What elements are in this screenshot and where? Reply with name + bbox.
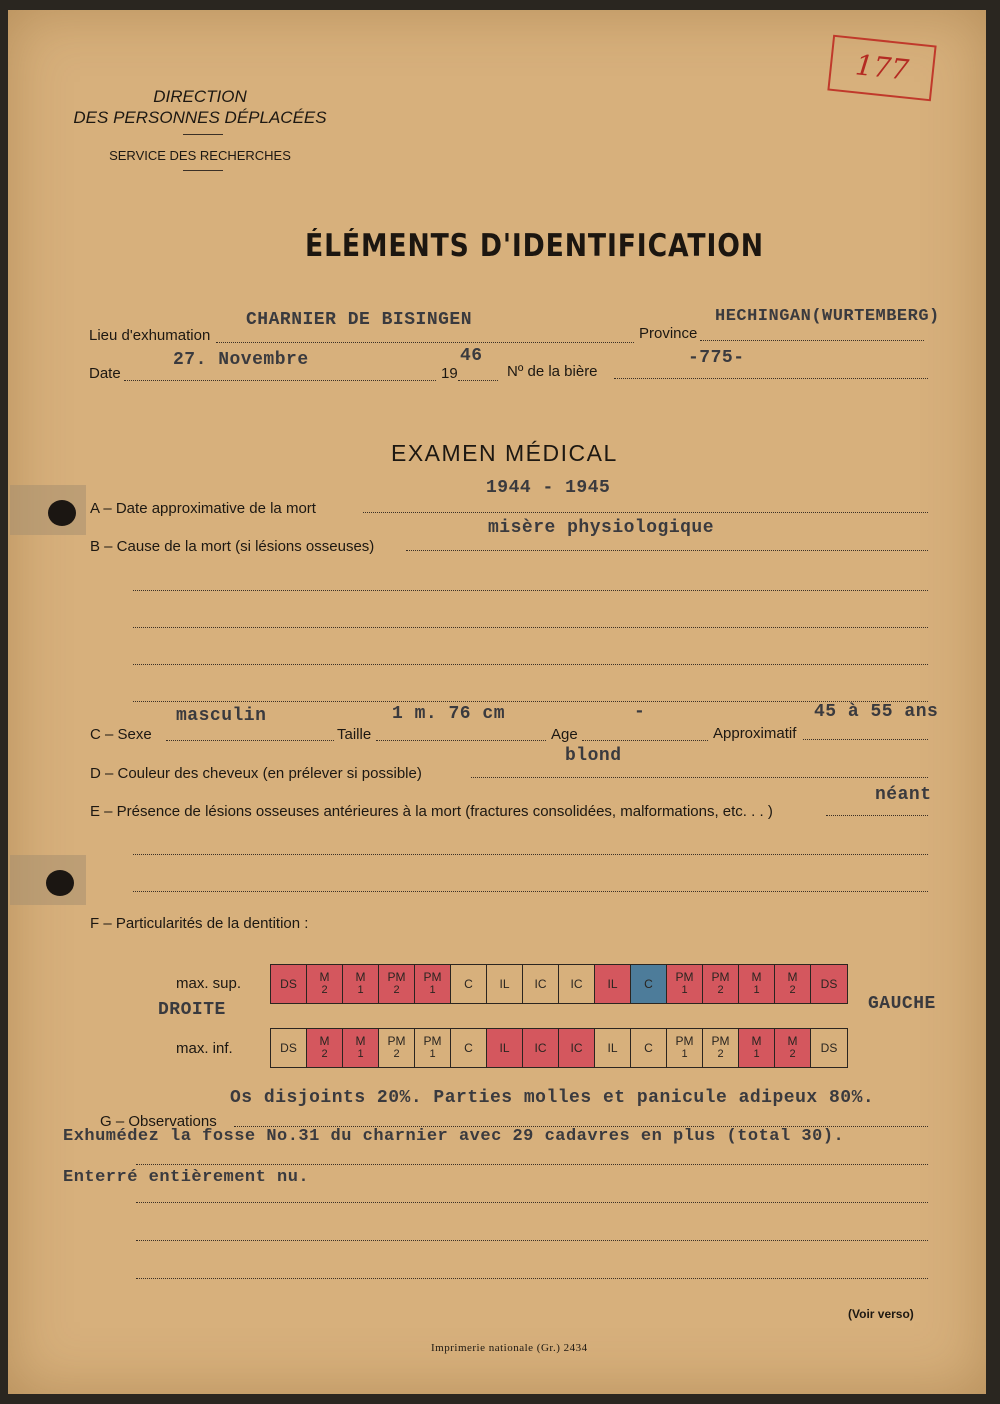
sexe-line [166,740,334,741]
blank-line-5 [133,854,928,855]
item-b-line [406,550,928,551]
tooth-code: IC [534,1040,547,1055]
observations-line-3 [136,1202,928,1203]
side-droite: DROITE [158,1000,226,1020]
observations-label: G – Observations [100,1113,217,1130]
punch-hole-bottom [46,870,74,896]
tooth-lower-6 [487,1029,523,1067]
taille-label: Taille [337,726,372,743]
tooth-index: 2 [321,984,328,996]
tooth-lower-7 [523,1029,559,1067]
tooth-upper-10 [631,965,667,1003]
dentition-note: Os disjoints 20%. Parties molles et panicule adipeux 80%. [230,1088,875,1108]
tooth-index: 1 [681,984,688,996]
dental-chart-upper [270,964,848,1004]
tooth-code: C [464,976,473,991]
tooth-code: C [464,1040,473,1055]
tooth-code: IC [534,976,547,991]
lieu-value: CHARNIER DE BISINGEN [246,310,473,330]
item-b-label: B – Cause de la mort (si lésions osseuses) [90,538,375,555]
observations-text-1: Exhumédez la fosse No.31 du charnier avec 29 cadavres en plus (total 30). [63,1127,845,1146]
voir-verso: (Voir verso) [848,1307,914,1321]
blank-line-1 [133,590,928,591]
tooth-code: IL [499,1040,510,1055]
tooth-upper-12 [703,965,739,1003]
year-line [458,380,498,381]
tooth-code: IL [607,1040,618,1055]
form-sheet [8,10,986,1394]
tooth-lower-15 [811,1029,847,1067]
item-a-value: 1944 - 1945 [486,478,611,498]
tooth-index: 2 [393,1048,400,1060]
tooth-lower-3 [379,1029,415,1067]
approx-line [803,739,928,740]
tooth-code: M [319,970,330,984]
item-d-value: blond [565,746,622,766]
tooth-lower-5 [451,1029,487,1067]
tooth-code: DS [820,976,838,991]
tooth-upper-14 [775,965,811,1003]
tooth-code: C [644,976,653,991]
exam-title: EXAMEN MÉDICAL [391,440,618,466]
tooth-lower-14 [775,1029,811,1067]
observations-line-2 [136,1164,928,1165]
tooth-lower-12 [703,1029,739,1067]
tooth-index: 2 [789,1048,796,1060]
printer-footer: Imprimerie nationale (Gr.) 2434 [431,1342,588,1354]
tooth-code: M [355,970,366,984]
tooth-lower-13 [739,1029,775,1067]
age-value: - [634,702,646,722]
tooth-code: PM [423,1034,442,1048]
tooth-upper-3 [379,965,415,1003]
province-line [700,340,924,341]
tooth-code: DS [280,1040,297,1055]
observations-line-4 [136,1240,928,1241]
tooth-code: PM [711,1034,730,1048]
tooth-code: PM [675,970,694,984]
tooth-code: M [751,970,762,984]
item-a-label: A – Date approximative de la mort [90,500,316,517]
age-label: Age [551,726,578,743]
date-line [124,380,436,381]
tooth-code: PM [387,970,406,984]
item-a-line [363,512,928,513]
tooth-index: 1 [357,1048,364,1060]
item-f-label: F – Particularités de la dentition : [90,915,309,932]
taille-value: 1 m. 76 cm [392,704,506,724]
tooth-lower-1 [307,1029,343,1067]
tooth-code: M [355,1034,366,1048]
blank-line-4 [133,701,928,702]
tooth-code: PM [711,970,730,984]
header-service: SERVICE DES RECHERCHES [109,148,291,163]
tooth-upper-0 [271,965,307,1003]
page-title: ÉLÉMENTS D'IDENTIFICATION [305,228,764,264]
tooth-code: C [644,1040,653,1055]
biere-line [614,378,928,379]
province-value: HECHINGAN(WURTEMBERG) [715,307,940,326]
province-label: Province [639,325,698,342]
tooth-index: 1 [357,984,364,996]
tooth-code: PM [675,1034,694,1048]
tooth-index: 1 [753,984,760,996]
side-gauche: GAUCHE [868,994,936,1014]
blank-line-2 [133,627,928,628]
tooth-upper-11 [667,965,703,1003]
year-prefix: 19 [441,365,458,382]
tooth-code: DS [280,976,297,991]
tooth-code: IL [607,976,618,991]
item-e-line [826,815,928,816]
item-d-line [471,777,928,778]
tooth-code: IC [570,976,583,991]
tooth-upper-13 [739,965,775,1003]
tooth-lower-9 [595,1029,631,1067]
observations-text-2: Enterré entièrement nu. [63,1168,310,1187]
tooth-upper-4 [415,965,451,1003]
biere-label: Nº de la bière [507,363,598,380]
tooth-lower-0 [271,1029,307,1067]
tooth-code: M [787,1034,798,1048]
tooth-index: 2 [321,1048,328,1060]
tooth-index: 1 [753,1048,760,1060]
tooth-index: 2 [717,984,724,996]
tooth-upper-6 [487,965,523,1003]
tooth-upper-8 [559,965,595,1003]
tooth-lower-11 [667,1029,703,1067]
blank-line-3 [133,664,928,665]
header-rule-1 [183,134,223,135]
date-label: Date [89,365,121,382]
lieu-label: Lieu d'exhumation [89,327,211,344]
approx-value: 45 à 55 ans [814,702,939,722]
red-number-stamp: 177 [827,35,936,102]
tooth-index: 1 [681,1048,688,1060]
tooth-code: M [751,1034,762,1048]
approx-label: Approximatif [713,725,797,742]
item-d-label: D – Couleur des cheveux (en prélever si possible) [90,765,422,782]
item-b-value: misère physiologique [488,518,715,538]
header-direction: DIRECTION [153,87,247,106]
item-c-label: C – Sexe [90,726,152,743]
year-value: 46 [460,346,483,366]
tooth-lower-2 [343,1029,379,1067]
tooth-lower-4 [415,1029,451,1067]
tooth-code: M [319,1034,330,1048]
lieu-line [216,342,634,343]
item-e-label: E – Présence de lésions osseuses antérieures à la mort (fractures consolidées, malformations, etc. . . ) [90,803,773,820]
tooth-index: 1 [429,984,436,996]
tooth-upper-15 [811,965,847,1003]
tooth-code: PM [423,970,442,984]
date-value: 27. Novembre [173,350,309,370]
tooth-code: IL [499,976,510,991]
tooth-upper-2 [343,965,379,1003]
observations-line-5 [136,1278,928,1279]
max-sup-label: max. sup. [176,975,242,992]
tooth-index: 2 [393,984,400,996]
punch-hole-top [48,500,76,526]
tooth-index: 2 [789,984,796,996]
tooth-lower-10 [631,1029,667,1067]
taille-line [376,740,546,741]
age-line [582,740,708,741]
tooth-code: M [787,970,798,984]
tooth-upper-5 [451,965,487,1003]
blank-line-6 [133,891,928,892]
tooth-index: 2 [717,1048,724,1060]
max-inf-label: max. inf. [176,1040,233,1057]
tooth-upper-1 [307,965,343,1003]
tooth-code: IC [570,1040,583,1055]
header-personnes-deplacees: DES PERSONNES DÉPLACÉES [73,108,327,127]
tooth-upper-9 [595,965,631,1003]
tooth-lower-8 [559,1029,595,1067]
tooth-upper-7 [523,965,559,1003]
dental-chart-lower [270,1028,848,1068]
sexe-value: masculin [176,706,267,726]
item-e-value: néant [875,785,932,805]
tooth-index: 1 [429,1048,436,1060]
biere-value: -775- [688,348,745,368]
tooth-code: DS [820,1040,838,1055]
tooth-code: PM [387,1034,406,1048]
header-rule-2 [183,170,223,171]
